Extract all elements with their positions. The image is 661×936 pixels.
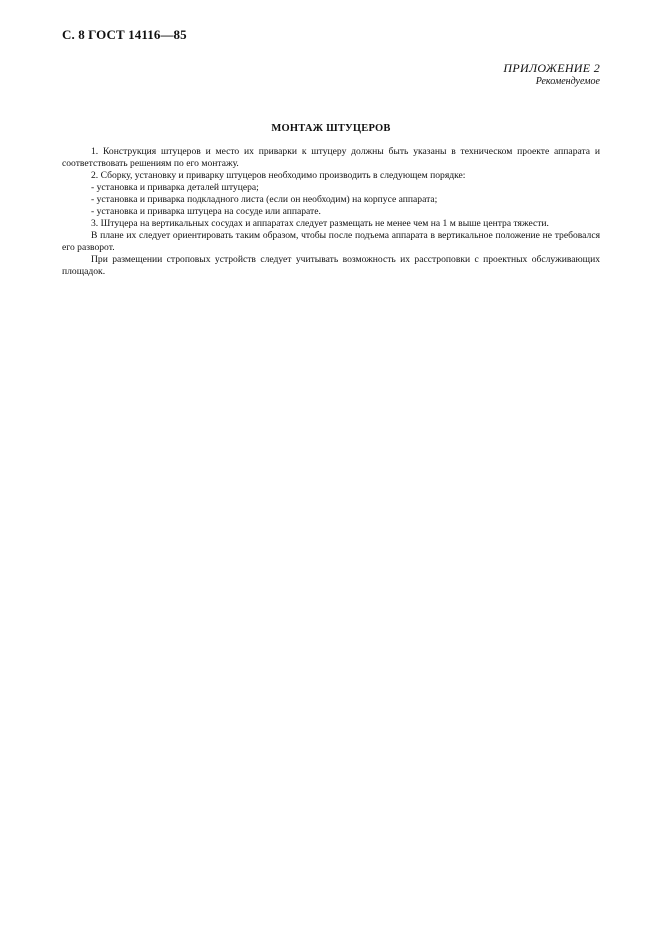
- appendix-title: ПРИЛОЖЕНИЕ 2: [503, 61, 600, 75]
- list-item-1: - установка и приварка деталей штуцера;: [91, 182, 259, 193]
- appendix-block: [503, 61, 600, 88]
- paragraph-1: 1. Конструкция штуцеров и место их приварки к штуцеру должны быть указаны в техническом проекте аппарата и соответствовать решениям по его монтажу.: [62, 146, 600, 169]
- paragraph-2: 2. Сборку, установку и приварку штуцеров необходимо производить в следующем порядке:: [91, 170, 466, 181]
- section-title: МОНТАЖ ШТУЦЕРОВ: [271, 123, 391, 134]
- list-item-3: - установка и приварка штуцера на сосуде или аппарате.: [91, 206, 321, 217]
- section-body: [62, 146, 600, 278]
- page-header: С. 8 ГОСТ 14116—85: [62, 27, 187, 42]
- paragraph-3: 3. Штуцера на вертикальных сосудах и аппаратах следует размещать не менее чем на 1 м выше центра тяжести.: [91, 218, 549, 229]
- appendix-status: Рекомендуемое: [535, 76, 600, 87]
- paragraph-4: В плане их следует ориентировать таким образом, чтобы после подъема аппарата в вертикальное положение не требовался его разворот.: [62, 230, 600, 253]
- list-item-2: - установка и приварка подкладного листа (если он необходим) на корпусе аппарата;: [91, 194, 438, 205]
- paragraph-5: При размещении строповых устройств следует учитывать возможность их расстроповки с проектных обслуживающих площадок.: [62, 254, 600, 277]
